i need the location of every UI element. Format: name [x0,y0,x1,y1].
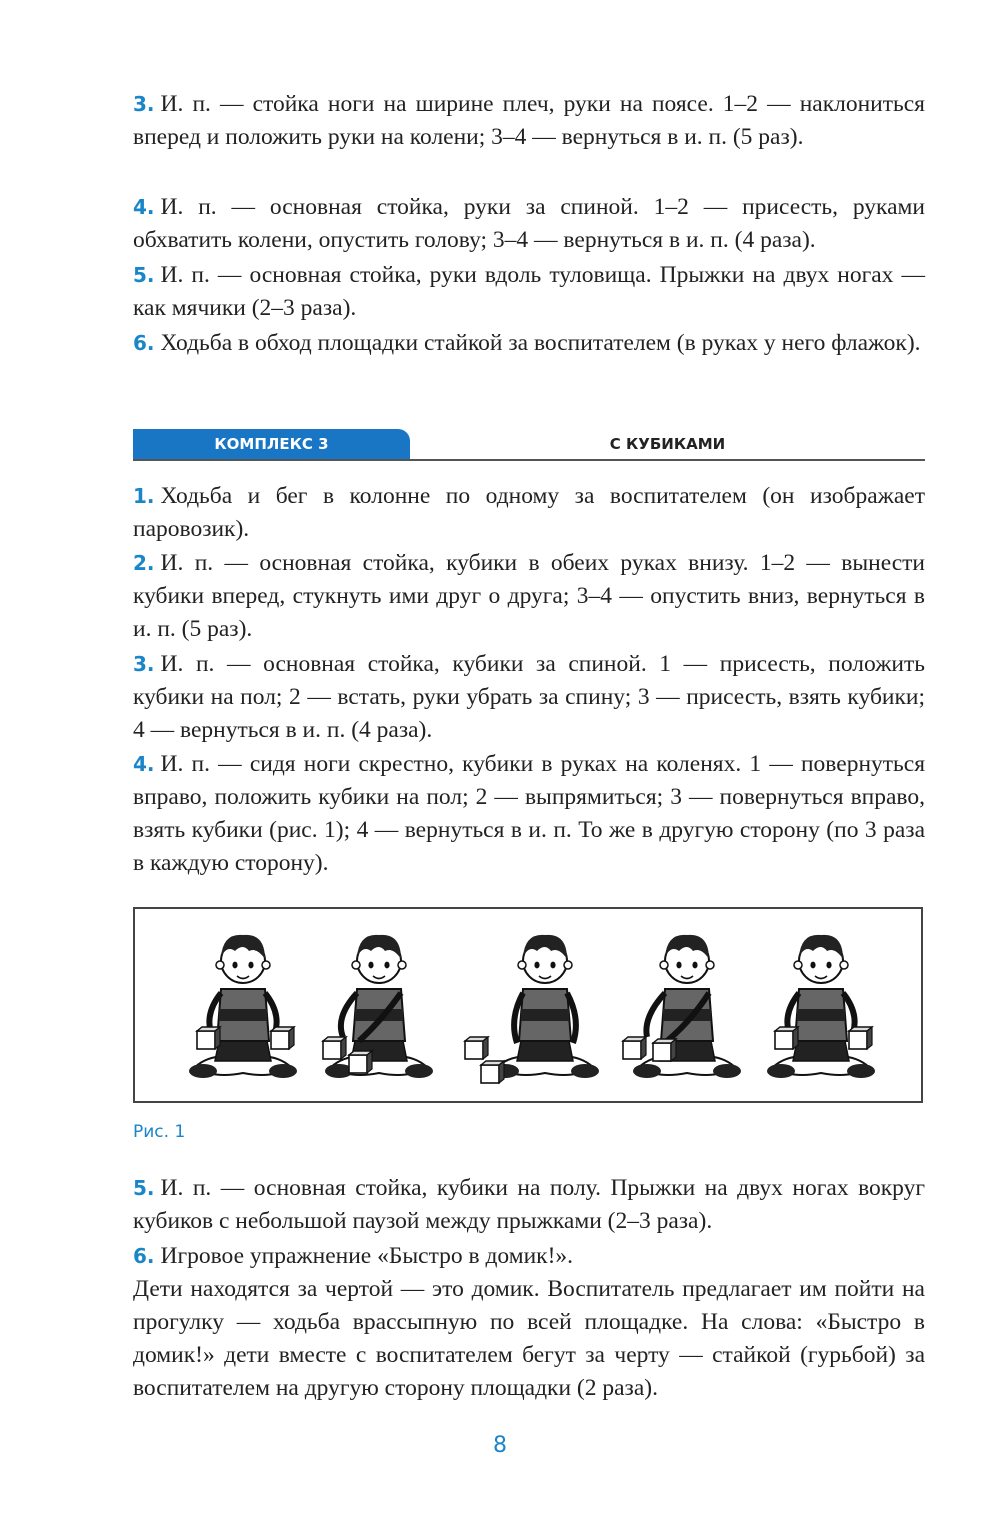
item-number: 1. [133,484,155,508]
list-item [133,748,925,880]
game-description: Дети находятся за чертой — это домик. Воспитатель предлагает им пойти на прогулку — ходьба врассыпную по всей площадке. На слова: «Быстро в домик!» дети вместе с воспитателем бегут за черту — стайкой (гурьбой) за воспитателем на другую сторону площадки (2 раза). [133,1276,925,1401]
list-item [133,480,925,546]
section-divider [133,459,925,461]
item-number: 4. [133,195,155,219]
list-item [133,1240,925,1273]
item-number: 2. [133,551,155,575]
item-text: И. п. — основная стойка, кубики за спиной. 1 — присесть, положить кубики на пол; 2 — встать, руки убрать за спину; 3 — присесть, взять кубики; 4 — вернуться в и. п. (4 раза). [133,651,925,743]
item-text: И. п. — сидя ноги скрестно, кубики в руках на коленях. 1 — повернуться вправо, положить кубики на пол; 2 — выпрямиться; 3 — повернуться вправо, взять кубики (рис. 1); 4 — вернуться в и. п. То же в другую сторону (по 3 раза в каждую сторону). [133,751,925,876]
list-item [133,1172,925,1238]
item-text: И. п. — основная стойка, кубики на полу. Прыжки на двух ногах вокруг кубиков с небольшой паузой между прыжками (2–3 раза). [133,1175,925,1234]
section-label: КОМПЛЕКС 3 [133,429,410,459]
item-text: И. п. — основная стойка, кубики в обеих руках внизу. 1–2 — вынести кубики вперед, стукнуть ими друг о друга; 3–4 — опустить вниз, вернуться в и. п. (5 раз). [133,550,925,642]
item-number: 6. [133,331,155,355]
page-number: 8 [493,1433,507,1458]
figure-illustration [133,907,923,1103]
figure-drawing [135,909,921,1101]
section-title: С КУБИКАМИ [609,435,726,453]
item-text: И. п. — основная стойка, руки за спиной. 1–2 — присесть, руками обхватить колени, опустить голову; 3–4 — вернуться в и. п. (4 раза). [133,194,925,253]
list-item [133,648,925,747]
figure-child-2 [323,935,433,1078]
item-number: 6. [133,1244,155,1268]
list-item [133,547,925,646]
section-header [133,427,925,461]
item-text: Игровое упражнение «Быстро в домик!». [160,1243,574,1269]
item-text: И. п. — стойка ноги на ширине плеч, руки на поясе. 1–2 — наклониться вперед и положить руки на колени; 3–4 — вернуться в и. п. (5 раз). [133,91,925,150]
list-item [133,259,925,325]
item-text: И. п. — основная стойка, руки вдоль туловища. Прыжки на двух ногах — как мячики (2–3 раза). [133,262,925,321]
figure-caption: Рис. 1 [133,1122,186,1142]
figure-child-4 [623,935,741,1078]
list-item [133,191,925,257]
item-number: 3. [133,652,155,676]
item-number: 3. [133,92,155,116]
item-text: Ходьба в обход площадки стайкой за воспитателем (в руках у него флажок). [160,330,921,356]
item-number: 5. [133,1176,155,1200]
item-number: 5. [133,263,155,287]
figure-child-3 [465,935,599,1083]
figure-child-1 [189,935,297,1078]
list-item [133,327,925,360]
figure-child-5 [767,935,875,1078]
list-item [133,88,925,154]
item-text: Ходьба и бег в колонне по одному за воспитателем (он изображает паровозик). [133,483,925,542]
item-number: 4. [133,752,155,776]
